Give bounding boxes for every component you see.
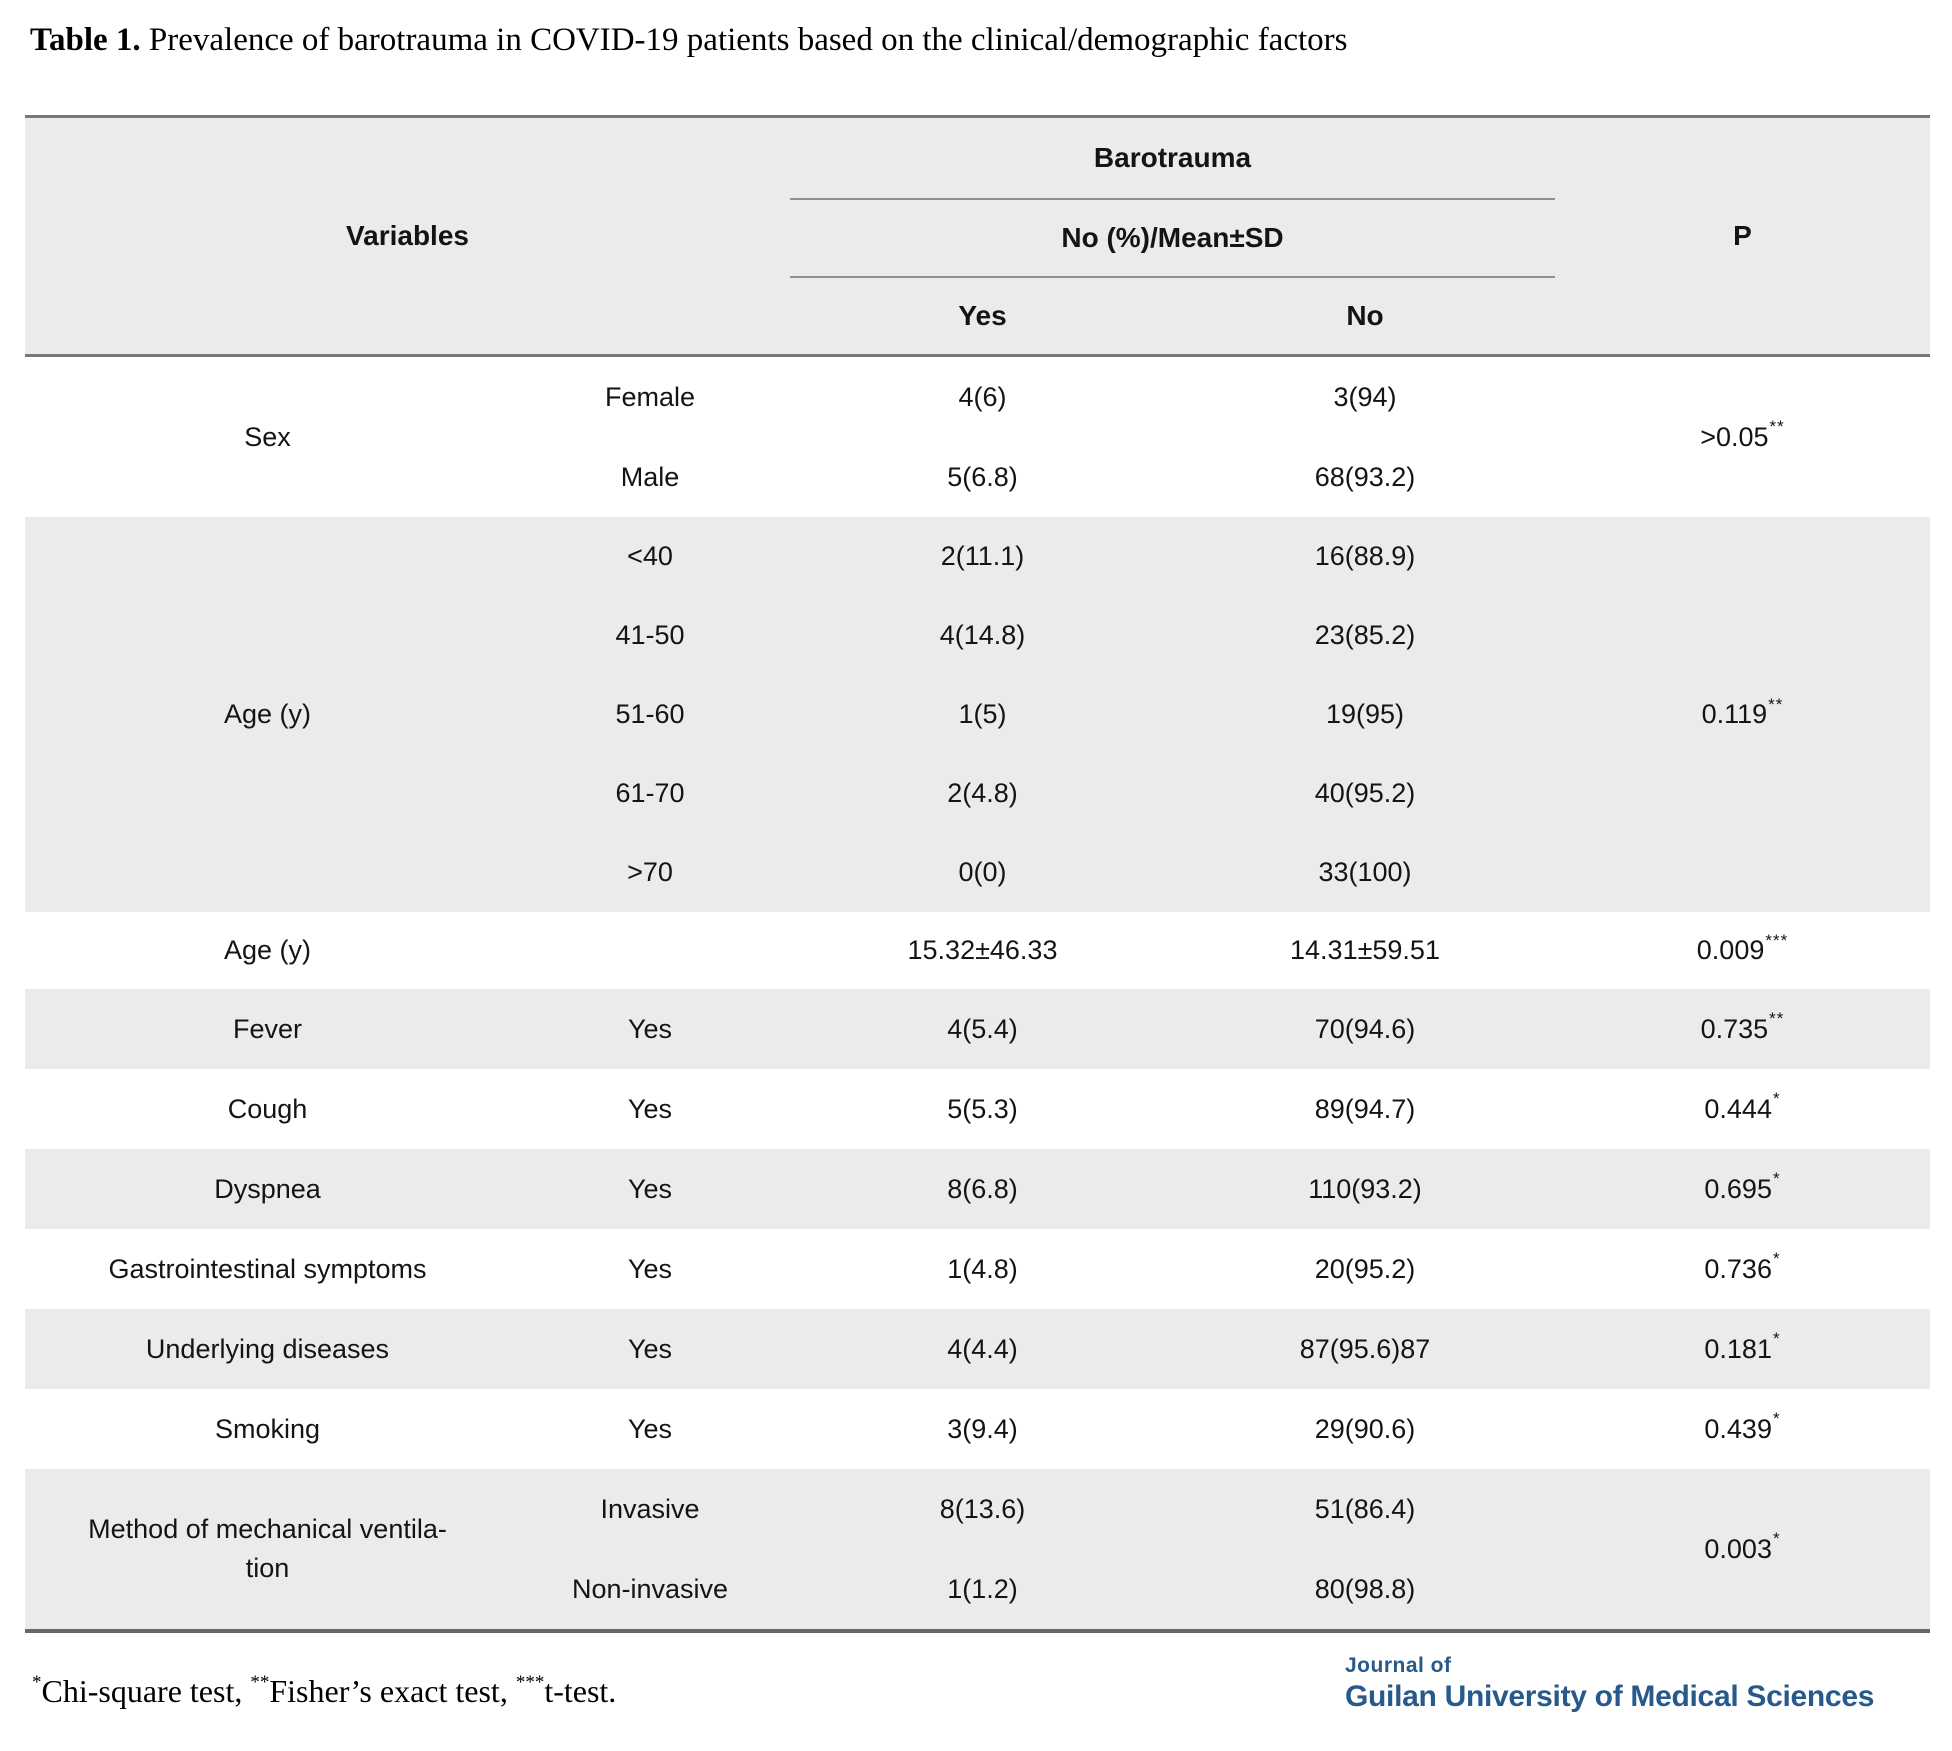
section-dyspnea (25, 1149, 1930, 1229)
cell-yes: 4(14.8) (939, 620, 1026, 650)
row-sublabel (510, 912, 790, 989)
cell-no: 29(90.6) (1314, 1413, 1416, 1444)
cell-no: 3(94) (1333, 381, 1397, 412)
footnote-asterisk: *** (515, 1672, 545, 1693)
cell-no: 14.31±59.51 (1290, 935, 1440, 965)
cell-yes: 8(6.8) (947, 1173, 1018, 1204)
row-sublabel: Invasive (600, 1493, 700, 1524)
cell-no: 80(98.8) (1314, 1573, 1416, 1604)
col-header-barotrauma-group (790, 118, 1555, 354)
row-label: Method of mechanical ventila-tion (88, 1513, 447, 1583)
cell-yes: 2(11.1) (940, 541, 1025, 571)
cell-yes: 0(0) (958, 857, 1007, 887)
group-subheader-no-percent-mean-sd: No (%)/Mean±SD (790, 200, 1555, 278)
row-label: Cough (227, 1093, 308, 1124)
cell-p: 0.439 * (1704, 1409, 1781, 1444)
cell-p: 0.181 * (1704, 1329, 1781, 1364)
row-label: Age (y) (223, 935, 312, 965)
cell-yes: 4(4.4) (947, 1333, 1018, 1364)
p-significance-asterisks: * (1772, 1529, 1781, 1548)
cell-yes: 4(5.4) (947, 1013, 1018, 1044)
cell-no: 89(94.7) (1314, 1093, 1416, 1124)
cell-p: 0.695 * (1704, 1169, 1781, 1204)
row-sublabel: >70 (627, 857, 673, 887)
p-significance-asterisks: ** (1769, 417, 1785, 436)
footnote-statistical-tests: *Chi-square test, **Fisher’s exact test, ***t-test. (32, 1672, 617, 1709)
cell-yes: 5(6.8) (947, 461, 1018, 492)
cell-no: 33(100) (1318, 857, 1412, 887)
section-fever (25, 989, 1930, 1069)
p-significance-asterisks: ** (1769, 1009, 1785, 1028)
section-cough (25, 1069, 1930, 1149)
col-header-p: P (1733, 220, 1752, 251)
cell-yes: 5(5.3) (947, 1093, 1018, 1124)
cell-yes: 1(4.8) (947, 1253, 1018, 1284)
section-age-mean (25, 912, 1930, 989)
p-significance-asterisks: * (1772, 1169, 1781, 1188)
cell-no: 23(85.2) (1314, 620, 1416, 650)
row-label: Sex (244, 421, 291, 452)
cell-no: 68(93.2) (1314, 461, 1416, 492)
row-sublabel: Non-invasive (571, 1573, 729, 1604)
cell-no: 87(95.6)87 (1299, 1333, 1431, 1364)
cell-p: 0.119 ** (1701, 694, 1784, 729)
cell-yes: 4(6) (958, 381, 1007, 412)
col-header-variables: Variables (346, 220, 469, 251)
data-table (25, 115, 1930, 1633)
row-sublabel: Yes (627, 1333, 673, 1364)
row-label: Smoking (214, 1413, 321, 1444)
row-label: Age (y) (223, 699, 312, 729)
section-smoking (25, 1389, 1930, 1469)
row-label: Gastrointestinal symptoms (108, 1253, 427, 1284)
cell-p: 0.003 * (1704, 1529, 1781, 1564)
cell-no: 40(95.2) (1314, 778, 1416, 808)
row-sublabel: Yes (627, 1413, 673, 1444)
footnote-asterisk: ** (250, 1672, 270, 1693)
row-sublabel: 51-60 (615, 699, 685, 729)
section-sex (25, 357, 1930, 517)
cell-p: 0.444 * (1704, 1089, 1781, 1124)
cell-yes: 2(4.8) (947, 778, 1018, 808)
journal-logo-line2: Guilan University of Medical Sciences (1345, 1680, 1875, 1713)
section-age-groups (25, 517, 1930, 912)
p-significance-asterisks: *** (1765, 930, 1789, 950)
row-sublabel: 61-70 (615, 778, 685, 808)
table-header (25, 118, 1930, 357)
journal-logo-line1: Journal of (1345, 1654, 1452, 1677)
col-header-no: No (1346, 300, 1384, 331)
table-caption-text: Prevalence of barotrauma in COVID-19 patients based on the clinical/demographic factors (140, 22, 1348, 58)
cell-no: 51(86.4) (1314, 1493, 1416, 1524)
p-significance-asterisks: * (1772, 1249, 1781, 1268)
footnote-asterisk: * (32, 1672, 42, 1693)
p-significance-asterisks: * (1772, 1329, 1781, 1348)
row-sublabel: <40 (627, 541, 673, 571)
cell-p: 0.735 ** (1700, 1009, 1785, 1044)
cell-yes: 15.32±46.33 (907, 935, 1058, 965)
section-mechanical-ventilation-method (25, 1469, 1930, 1629)
cell-yes: 1(5) (958, 699, 1007, 729)
row-sublabel: Female (604, 381, 696, 412)
cell-yes: 3(9.4) (947, 1413, 1018, 1444)
row-label: Underlying diseases (145, 1333, 390, 1364)
journal-logo (1345, 1655, 1874, 1712)
cell-p: >0.05 ** (1700, 417, 1785, 452)
row-sublabel: Yes (627, 1013, 673, 1044)
row-label: Dyspnea (214, 1173, 321, 1204)
cell-no: 16(88.9) (1314, 541, 1416, 571)
row-label: Fever (232, 1013, 303, 1044)
p-significance-asterisks: * (1772, 1089, 1781, 1108)
cell-yes: 1(1.2) (947, 1573, 1018, 1604)
row-sublabel: Yes (627, 1093, 673, 1124)
cell-p: 0.736 * (1704, 1249, 1781, 1284)
p-significance-asterisks: * (1772, 1409, 1781, 1428)
cell-no: 20(95.2) (1314, 1253, 1416, 1284)
table-caption-number: Table 1. (30, 22, 141, 58)
section-gastrointestinal-symptoms (25, 1229, 1930, 1309)
row-sublabel: Yes (627, 1173, 673, 1204)
cell-no: 70(94.6) (1314, 1013, 1416, 1044)
cell-p: 0.009 *** (1696, 930, 1789, 965)
cell-yes: 8(13.6) (939, 1493, 1026, 1524)
table-caption (30, 22, 1347, 59)
group-header-barotrauma: Barotrauma (790, 118, 1555, 200)
cell-no: 19(95) (1325, 699, 1405, 729)
p-significance-asterisks: ** (1768, 694, 1784, 714)
cell-no: 110(93.2) (1308, 1173, 1422, 1204)
row-sublabel: 41-50 (615, 620, 685, 650)
row-sublabel: Yes (627, 1253, 673, 1284)
section-underlying-diseases (25, 1309, 1930, 1389)
row-sublabel: Male (620, 461, 680, 492)
col-header-yes: Yes (958, 300, 1007, 331)
